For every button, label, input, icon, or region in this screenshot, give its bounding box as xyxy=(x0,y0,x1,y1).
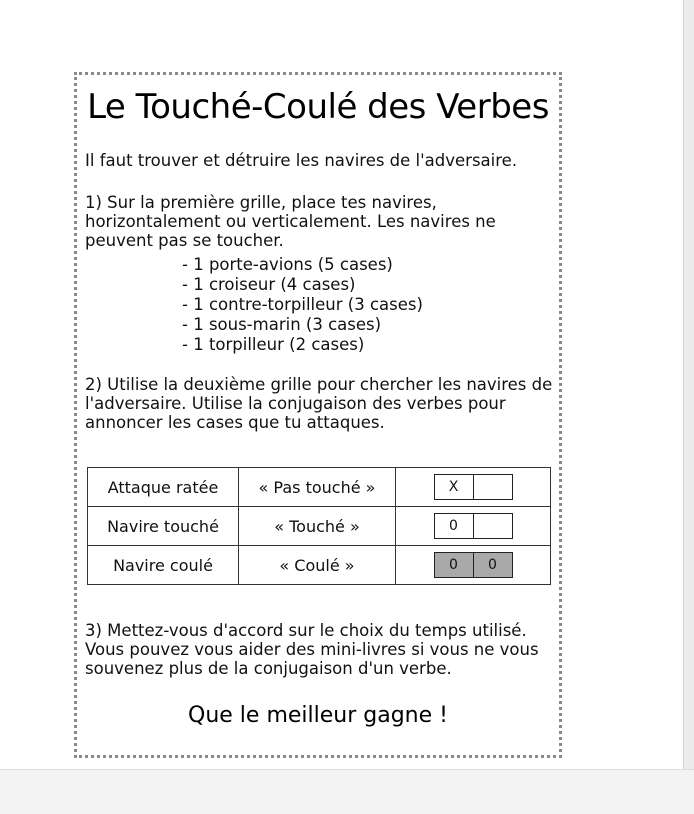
mini-grid xyxy=(434,474,513,500)
ship-item: - 1 torpilleur (2 cases) xyxy=(182,335,365,354)
legend-call: « Touché » xyxy=(239,507,396,546)
legend-label: Attaque ratée xyxy=(88,468,239,507)
legend-label: Navire coulé xyxy=(88,546,239,585)
table-row xyxy=(88,468,551,507)
legend-call: « Coulé » xyxy=(239,546,396,585)
legend-call: « Pas touché » xyxy=(239,468,396,507)
intro-text: Il faut trouver et détruire les navires de l'adversaire. xyxy=(85,151,518,170)
scrollbar-track[interactable] xyxy=(683,0,694,770)
ship-item: - 1 porte-avions (5 cases) xyxy=(182,255,393,274)
legend-example xyxy=(396,468,551,507)
legend-example xyxy=(396,546,551,585)
ship-item: - 1 croiseur (4 cases) xyxy=(182,275,356,294)
grid-cell: 0 xyxy=(473,553,512,577)
ship-item: - 1 sous-marin (3 cases) xyxy=(182,315,382,334)
table-row xyxy=(88,507,551,546)
legend-label: Navire touché xyxy=(88,507,239,546)
rule-2-text: 2) Utilise la deuxième grille pour chercher les navires de l'adversaire. Utilise la conjugaison des verbes pour annoncer les cases que tu attaques. xyxy=(85,375,553,432)
mini-grid xyxy=(434,513,513,539)
page-title: Le Touché-Coulé des Verbes xyxy=(87,87,549,127)
legend-table xyxy=(87,467,551,585)
rules-card xyxy=(74,72,562,758)
legend-example xyxy=(396,507,551,546)
grid-cell xyxy=(473,514,512,538)
viewer-bottom-bar xyxy=(0,769,694,814)
ships-list xyxy=(182,255,423,355)
ship-item: - 1 contre-torpilleur (3 cases) xyxy=(182,295,423,314)
grid-cell: X xyxy=(448,479,459,495)
grid-cell xyxy=(473,475,512,499)
rule-1-text: 1) Sur la première grille, place tes navires, horizontalement ou verticalement. Les navires ne peuvent pas se toucher. xyxy=(85,193,496,250)
table-row xyxy=(88,546,551,585)
mini-grid xyxy=(434,552,513,578)
rule-3-text: 3) Mettez-vous d'accord sur le choix du temps utilisé. Vous pouvez vous aider des mini-livres si vous ne vous souvenez plus de la conjugaison d'un verbe. xyxy=(85,621,539,678)
grid-cell: 0 xyxy=(449,518,458,534)
grid-cell: 0 xyxy=(435,553,473,577)
closing-text: Que le meilleur gagne ! xyxy=(188,703,448,728)
